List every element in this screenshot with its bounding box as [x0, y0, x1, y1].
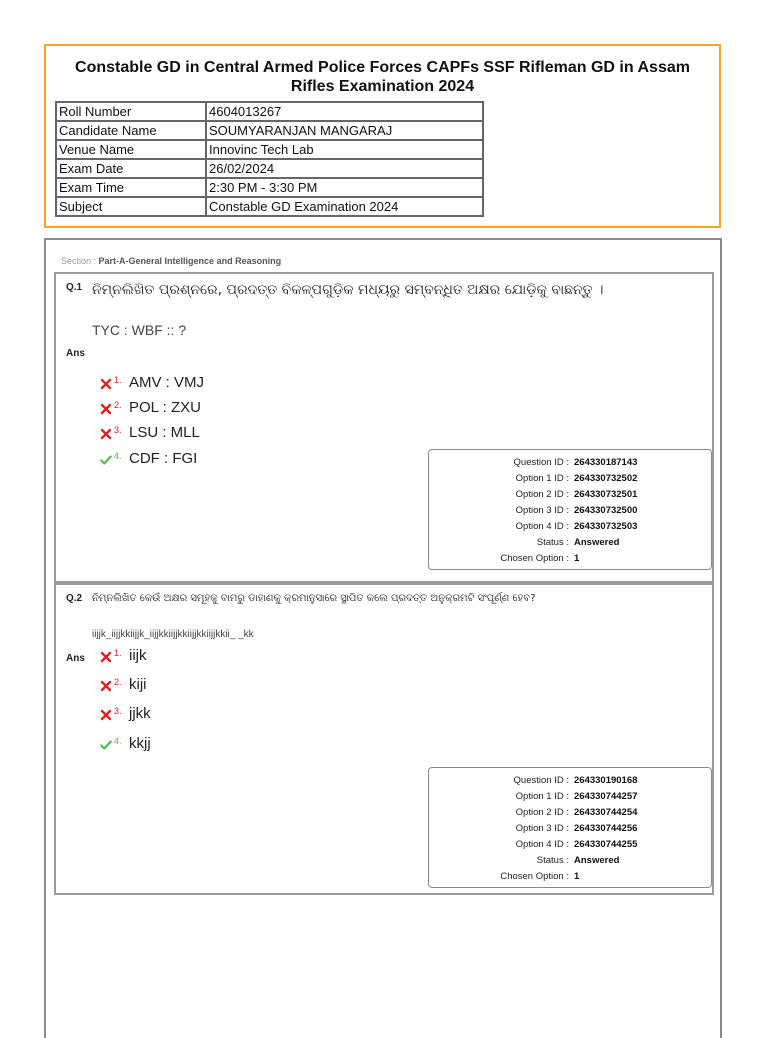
option-text: CDF : FGI: [129, 450, 198, 467]
info-value: 4604013267: [206, 102, 483, 121]
option-row: [100, 399, 201, 419]
option-row: [100, 424, 200, 444]
option-text: jjkk: [129, 705, 151, 722]
question-block: [54, 272, 714, 583]
info-row: [56, 140, 483, 159]
cross-icon: [100, 427, 112, 441]
section-prefix: Section :: [61, 256, 99, 266]
meta-label: Option 1 ID :: [515, 473, 569, 484]
question-number: Q.1: [66, 282, 83, 293]
option-row: [100, 735, 151, 755]
option-row: [100, 647, 147, 667]
cross-icon: [100, 377, 112, 391]
option-number: 4.: [114, 736, 122, 746]
meta-value: 1: [574, 871, 580, 882]
meta-label: Option 4 ID :: [515, 839, 569, 850]
candidate-info-table: [55, 101, 484, 217]
option-text: iijk: [129, 647, 147, 664]
meta-value: 264330732502: [574, 473, 638, 484]
question-meta-box: [428, 449, 712, 570]
answer-label: Ans: [66, 348, 85, 359]
option-number: 1.: [114, 648, 122, 658]
meta-value: 264330744256: [574, 823, 638, 834]
question-number: Q.2: [66, 593, 83, 604]
meta-value: Answered: [574, 537, 620, 548]
meta-value: 264330187143: [574, 457, 638, 468]
meta-label: Chosen Option :: [500, 553, 569, 564]
question-stem: iijjk_iijjkkiijjk_iijjkkiijjkkiijjkkiijjkkii_ _kk: [92, 629, 254, 640]
info-value: 2:30 PM - 3:30 PM: [206, 178, 483, 197]
section-name: Part-A-General Intelligence and Reasoning: [98, 256, 282, 266]
option-text: AMV : VMJ: [129, 374, 205, 391]
option-number: 3.: [114, 425, 122, 435]
meta-label: Option 3 ID :: [515, 505, 569, 516]
info-row: [56, 102, 483, 121]
question-stem: TYC : WBF :: ?: [92, 322, 187, 338]
info-label: Venue Name: [56, 140, 206, 159]
meta-value: 264330744255: [574, 839, 638, 850]
question-meta-box: [428, 767, 712, 888]
meta-value: 264330732503: [574, 521, 638, 532]
info-value: Constable GD Examination 2024: [206, 197, 483, 216]
meta-value: Answered: [574, 855, 620, 866]
option-number: 2.: [114, 400, 122, 410]
info-label: Exam Time: [56, 178, 206, 197]
option-row: [100, 374, 204, 394]
cross-icon: [100, 650, 112, 664]
meta-label: Option 1 ID :: [515, 791, 569, 802]
option-text: kiji: [129, 676, 147, 693]
option-row: [100, 676, 147, 696]
info-label: Candidate Name: [56, 121, 206, 140]
meta-label: Option 2 ID :: [515, 489, 569, 500]
option-text: POL : ZXU: [129, 399, 201, 416]
info-row: [56, 159, 483, 178]
info-row: [56, 197, 483, 216]
option-number: 1.: [114, 375, 122, 385]
info-row: [56, 121, 483, 140]
info-value: SOUMYARANJAN MANGARAJ: [206, 121, 483, 140]
meta-label: Chosen Option :: [500, 871, 569, 882]
exam-header: [44, 44, 721, 228]
question-text: ନିମ୍ନଲିଖିତ ପ୍ରଶ୍ନରେ, ପ୍ରଦତ୍ତ ବିକଳ୍ପଗୁଡ଼ିକ ମଧ୍ୟରୁ ସମ୍ବନ୍ଧିତ ଅକ୍ଷର ଯୋଡ଼ିକୁ ବାଛନ୍ତୁ ।: [92, 282, 604, 298]
meta-label: Status :: [536, 537, 569, 548]
meta-value: 264330190168: [574, 775, 638, 786]
info-row: [56, 178, 483, 197]
meta-label: Option 3 ID :: [515, 823, 569, 834]
exam-title: Constable GD in Central Armed Police Forces CAPFs SSF Rifleman GD in Assam Rifles Examination 2024: [75, 59, 690, 95]
response-sheet: [44, 238, 722, 1038]
answer-label: Ans: [66, 653, 85, 664]
cross-icon: [100, 402, 112, 416]
info-label: Exam Date: [56, 159, 206, 178]
info-value: Innovinc Tech Lab: [206, 140, 483, 159]
option-number: 4.: [114, 451, 122, 461]
cross-icon: [100, 679, 112, 693]
meta-label: Question ID :: [513, 457, 569, 468]
meta-label: Option 2 ID :: [515, 807, 569, 818]
meta-value: 264330744257: [574, 791, 638, 802]
question-block: [54, 583, 714, 895]
check-icon: [100, 453, 112, 467]
meta-value: 264330744254: [574, 807, 638, 818]
meta-value: 264330732500: [574, 505, 638, 516]
meta-label: Question ID :: [513, 775, 569, 786]
option-text: LSU : MLL: [129, 424, 200, 441]
check-icon: [100, 738, 112, 752]
option-row: [100, 705, 151, 725]
option-number: 3.: [114, 706, 122, 716]
info-label: Roll Number: [56, 102, 206, 121]
option-number: 2.: [114, 677, 122, 687]
info-value: 26/02/2024: [206, 159, 483, 178]
meta-label: Option 4 ID :: [515, 521, 569, 532]
option-row: [100, 450, 197, 470]
option-text: kkjj: [129, 735, 151, 752]
meta-value: 1: [574, 553, 580, 564]
cross-icon: [100, 708, 112, 722]
section-label: [61, 256, 281, 266]
question-text: ନିମ୍ନଲିଖିତ କେଉଁ ଅକ୍ଷର ସମୂହକୁ ବାମରୁ ଡାହାଣକୁ କ୍ରମାନୁସାରେ ସ୍ଥାପିତ କଲେ ପ୍ରଦତ୍ତ ଅନୁକ୍ରମଟି ସଂପୂର୍ଣ୍ଣ ହେବ?: [92, 593, 536, 604]
meta-label: Status :: [536, 855, 569, 866]
info-label: Subject: [56, 197, 206, 216]
meta-value: 264330732501: [574, 489, 638, 500]
